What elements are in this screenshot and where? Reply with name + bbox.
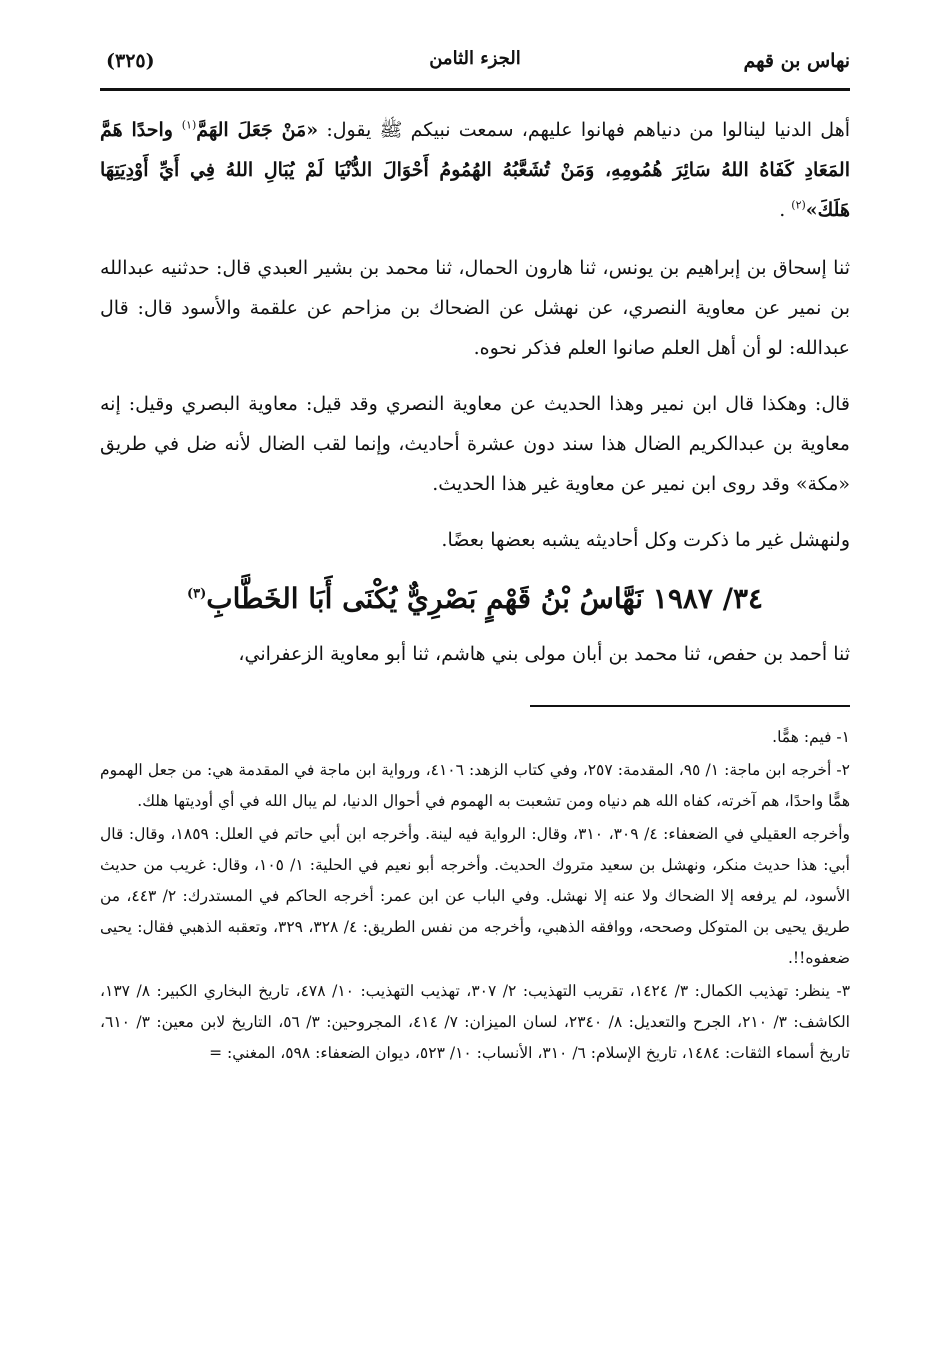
footnote-ref-1: (١) [181, 118, 197, 132]
footnote-ref-3: (٣) [186, 586, 207, 602]
footnote-rule [530, 705, 850, 707]
running-title: نهاس بن قهم [743, 50, 850, 72]
paragraph-note: ولنهشل غير ما ذكرت وكل أحاديثه يشبه بعضها بعضًا. [441, 529, 850, 551]
volume-label: الجزء الثامن [429, 48, 521, 69]
paragraph-commentary: قال: وهكذا قال ابن نمير وهذا الحديث عن معاوية النصري وقد قيل: معاوية البصري وقيل: إنه معاوية بن عبدالكريم الضال هذا سند دون عشرة أحاديث، وإنما لقب الضال لأنه ضل في طريق «مكة» وقد روى ابن نمير عن معاوية غير هذا الحديث. [100, 393, 850, 495]
main-text [100, 110, 850, 690]
entry-title-text: ٣٤/ ١٩٨٧ نَهَّاسُ بْنُ قَهْمٍ بَصْرِيٌّ يُكْنَى أَبَا الخَطَّابِ [206, 582, 764, 615]
paragraph-hadith [100, 110, 850, 230]
hadith-end: . [779, 199, 792, 221]
header-rule [100, 88, 850, 91]
footnote-1: ١- فيم: همًّا. [772, 728, 850, 746]
page-header [100, 44, 850, 84]
footnotes [100, 722, 850, 1071]
footnote-2-cont: وأخرجه العقيلي في الضعفاء: ٤/ ٣٠٩، ٣١٠، وقال: الرواية فيه لينة. وأخرجه ابن أبي حاتم في العلل: ١٨٥٩، وقال: قال أبي: هذا حديث منكر، ونهشل بن سعيد متروك الحديث. وأخرجه أبو نعيم في الحلية: ١/ ١٠٥، وقال: غريب من حديث الأسود، لم يرفعه إلا الضحاك ولا عنه إلا نهشل. وفي الباب عن ابن عمر: أخرجه الحاكم في المستدرك: ٢/ ٤٤٣، من طريق يحيى بن المتوكل وصححه، ووافقه الذهبي، وأخرجه من نفس الطريق: ٤/ ٣٢٨، ٣٢٩، وتعقبه الذهبي فقال: يحيى ضعفوه!!. [100, 825, 851, 967]
page-number: (٣٢٥) [106, 50, 155, 72]
hadith-text-b: واحدًا هَمَّ المَعَادِ كَفَاهُ اللهُ سَائِرَ هُمُومِهِ، وَمَنْ تُشَعَّبُهُ الهُمُومُ أَحْوَالَ الدُّنْيَا لَمْ يُبَالِ اللهُ فِي أَيِّ أَوْدِيَتِهَا هَلَكَ» [100, 119, 850, 221]
footnote-ref-2: (٢) [791, 198, 806, 212]
hadith-intro: أهل الدنيا لينالوا من دنياهم فهانوا عليهم، سمعت نبيكم ﷺ يقول: [318, 119, 850, 141]
entry-heading [100, 576, 850, 622]
footnote-3: ٣- ينظر: تهذيب الكمال: ٣/ ١٤٢٤، تقريب التهذيب: ٢/ ٣٠٧، تهذيب التهذيب: ١٠/ ٤٧٨، تاريخ البخاري الكبير: ٨/ ١٣٧، الكاشف: ٣/ ٢١٠، الجرح والتعديل: ٨/ ٢٣٤٠، لسان الميزان: ٧/ ٤١٤، المجروحين: ٣/ ٥٦، التاريخ لابن معين: ٣/ ٦١٠، تاريخ أسماء الثقات: ١٤٨٤، تاريخ الإسلام: ٦/ ٣١٠، الأنساب: ١٠/ ٥٢٣، ديوان الضعفاء: ٥٩٨، المغني: = [100, 982, 851, 1062]
footnote-2: ٢- أخرجه ابن ماجة: ١/ ٩٥، المقدمة: ٢٥٧، وفي كتاب الزهد: ٤١٠٦، ورواية ابن ماجة في المقدمة هي: من جعل الهموم همًّا واحدًا، هم آخرته، كفاه الله هم دنياه ومن تشعبت به الهموم في أحوال الدنيا، لم يبال الله في أي أوديتها هلك. [100, 761, 850, 810]
paragraph-isnad: ثنا إسحاق بن إبراهيم بن يونس، ثنا هارون الحمال، ثنا محمد بن بشير العبدي قال: حدثنيه عبدالله بن نمير عن معاوية النصري، عن نهشل عن الضحاك بن مزاحم عن علقمة والأسود قال: قال عبدالله: لو أن أهل العلم صانوا العلم فذكر نحوه. [100, 257, 850, 359]
paragraph-entry-isnad: ثنا أحمد بن حفص، ثنا محمد بن أبان مولى بني هاشم، ثنا أبو معاوية الزعفراني، [238, 643, 850, 665]
hadith-text-a: «مَنْ جَعَلَ الهَمَّ [196, 119, 319, 141]
